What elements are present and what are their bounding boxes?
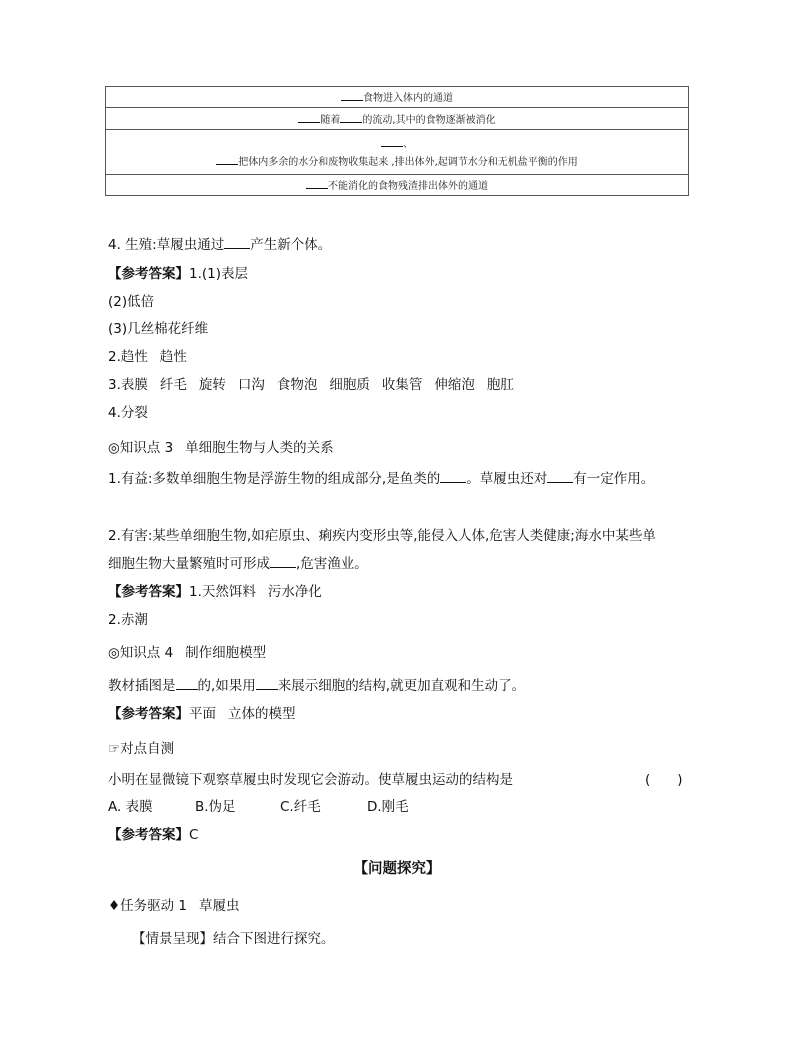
answer-label: 【参考答案】	[108, 584, 189, 600]
text: 食物泡	[276, 377, 318, 393]
answer-line	[108, 705, 296, 723]
text: 旋转	[198, 377, 226, 393]
knowledge-point-4	[108, 644, 266, 662]
kp-heading: ◎知识点 3	[108, 440, 174, 456]
text: 的,如果用	[197, 678, 256, 694]
section-title: 【问题探究】	[353, 861, 441, 877]
text: 产生新个体。	[250, 237, 332, 253]
text: 趋性	[159, 349, 187, 365]
text: (3)几丝棉花纤维	[108, 321, 209, 337]
answer-blank	[340, 110, 362, 123]
text: 有一定作用。	[573, 471, 655, 487]
text: 细胞质	[329, 377, 370, 393]
answer-blank	[381, 134, 403, 147]
text: 伸缩泡	[434, 377, 475, 393]
self-test-heading	[108, 740, 174, 758]
structure-function-table	[105, 86, 689, 196]
answer-line	[108, 376, 514, 394]
text: 污水净化	[267, 584, 322, 600]
paragraph-harm	[108, 527, 656, 545]
question-4	[108, 236, 331, 254]
text: ( )	[645, 772, 683, 788]
mcq-answer-paren	[645, 771, 683, 789]
answer-blank	[176, 677, 198, 690]
cell-text: 的流动,其中的食物逐渐被消化	[362, 114, 496, 126]
kp-heading: ◎知识点 4	[108, 645, 174, 661]
text: 来展示细胞的结构,就更加直观和生动了。	[277, 678, 526, 694]
text: 2.趋性	[108, 349, 148, 365]
table-cell	[106, 87, 689, 108]
answer-blank	[440, 470, 466, 483]
table-cell	[106, 108, 689, 130]
text: 2.有害:某些单细胞生物,如疟原虫、痢疾内变形虫等,能侵入人体,危害人类健康;海水中某些单	[108, 528, 656, 544]
mcq-stem	[108, 771, 513, 789]
answer-blank	[216, 152, 238, 165]
mcq-option-d[interactable]: D.刚毛	[367, 799, 409, 815]
paragraph-harm	[108, 555, 368, 573]
answer-line	[108, 320, 208, 338]
answer-line	[108, 826, 198, 844]
text: 4.分裂	[108, 405, 148, 421]
cell-text: 食物进入体内的通道	[363, 93, 453, 104]
answer-line	[108, 348, 187, 366]
text: 2.赤潮	[108, 612, 148, 628]
text: ♦任务驱动 1	[108, 898, 187, 914]
answer-blank	[224, 236, 250, 249]
text: 口沟	[237, 377, 265, 393]
answer-blank	[547, 470, 573, 483]
cell-text: 随着	[320, 114, 341, 126]
table-cell	[106, 175, 689, 196]
mcq-option-c[interactable]: C.纤毛	[280, 799, 321, 815]
text: 胞肛	[486, 377, 514, 393]
text: 小明在显微镜下观察草履虫时发现它会游动。使草履虫运动的结构是	[108, 772, 513, 788]
answer-line	[108, 611, 148, 629]
table-row	[106, 175, 689, 196]
table-row	[106, 87, 689, 108]
table-row	[106, 108, 689, 130]
text: C	[189, 827, 199, 843]
paragraph-model	[108, 677, 525, 695]
answer-line	[108, 293, 154, 311]
kp-title: 制作细胞模型	[185, 645, 267, 661]
text: 4. 生殖:草履虫通过	[108, 237, 225, 253]
text: ,危害渔业。	[296, 556, 368, 572]
mcq-option-a[interactable]: A. 表膜	[108, 799, 153, 815]
text: 细胞生物大量繁殖时可形成	[108, 556, 270, 572]
paragraph-benefit	[108, 470, 654, 488]
text: ☞对点自测	[108, 741, 175, 757]
kp-title: 单细胞生物与人类的关系	[185, 440, 334, 456]
knowledge-point-3	[108, 439, 334, 457]
text: 平面	[189, 706, 216, 722]
table-row	[106, 130, 689, 175]
table-cell	[106, 130, 689, 175]
text: 【情景呈现】	[132, 931, 213, 947]
cell-text: 不能消化的食物残渣排出体外的通道	[328, 181, 488, 192]
text: (2)低倍	[108, 294, 155, 310]
text: 结合下图进行探究。	[213, 931, 335, 947]
text: 3.表膜	[108, 377, 148, 393]
answer-line	[108, 583, 322, 601]
answer-label: 【参考答案】	[108, 827, 189, 843]
answer-blank	[256, 677, 278, 690]
answer-blank	[270, 555, 296, 568]
answer-label: 【参考答案】	[108, 706, 189, 722]
answer-line	[108, 265, 248, 283]
text: 教材插图是	[108, 678, 176, 694]
scene-line	[132, 930, 335, 948]
text: 。草履虫还对	[466, 471, 548, 487]
answer-line	[108, 404, 148, 422]
text: 1.有益:多数单细胞生物是浮游生物的组成部分,是鱼类的	[108, 471, 441, 487]
text: 草履虫	[198, 898, 240, 914]
answer-blank	[341, 88, 363, 101]
cell-text: 、	[403, 139, 413, 150]
text: 1.天然饵料	[189, 584, 256, 600]
answer-blank	[298, 110, 320, 123]
text: 收集管	[381, 377, 423, 393]
text: 1.(1)表层	[189, 266, 249, 282]
text: 立体的模型	[228, 706, 296, 722]
mcq-option-b[interactable]: B.伪足	[195, 799, 236, 815]
answer-label: 【参考答案】	[108, 266, 189, 282]
text: 纤毛	[159, 377, 187, 393]
cell-text: 把体内多余的水分和废物收集起来 ,排出体外,起调节水分和无机盐平衡的作用	[238, 157, 578, 168]
answer-blank	[306, 176, 328, 189]
task-heading	[108, 897, 239, 915]
